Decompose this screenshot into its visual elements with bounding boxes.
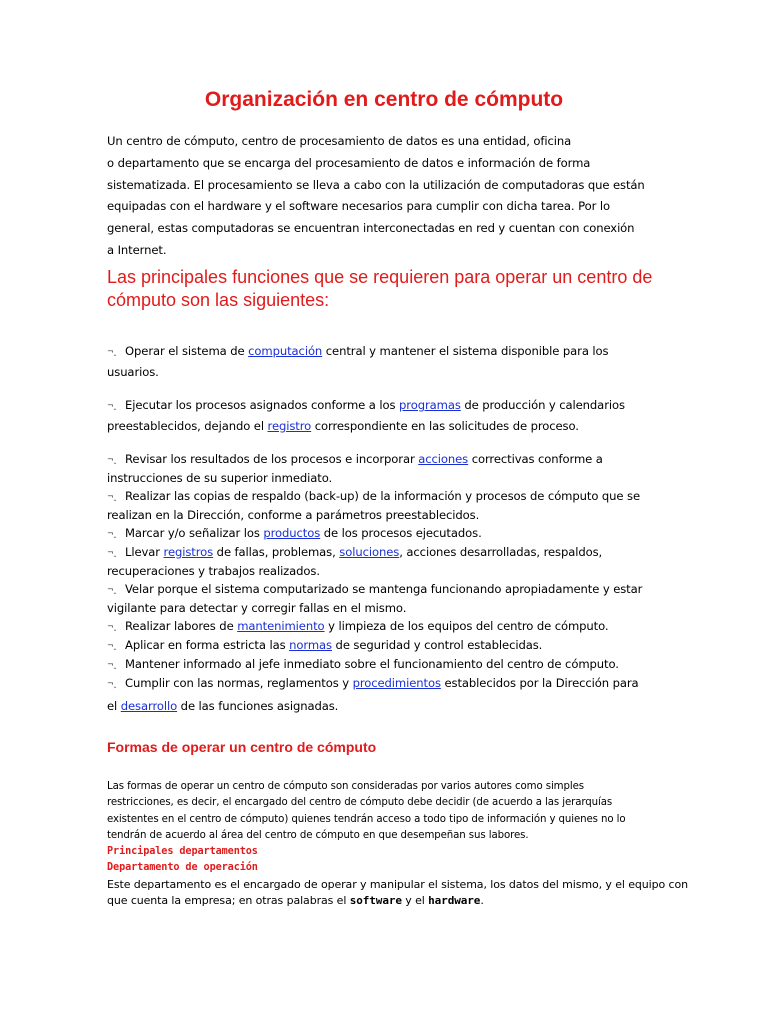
bullet-icon: ¬‸ <box>107 455 117 464</box>
intro-line: a Internet. <box>107 242 167 257</box>
bullet-icon: ¬‸ <box>107 401 117 410</box>
bullet-icon: ¬‸ <box>107 679 117 688</box>
functions-heading-line: cómputo son las siguientes: <box>107 290 330 310</box>
link-computacion[interactable]: computación <box>248 344 323 358</box>
intro-line: sistematizada. El procesamiento se lleva a cabo con la utilización de computadoras que están <box>107 177 645 192</box>
link-acciones[interactable]: acciones <box>418 452 469 466</box>
intro-line: equipadas con el hardware y el software necesarios para cumplir con dicha tarea. Por lo <box>107 199 610 214</box>
link-registros[interactable]: registros <box>163 545 214 559</box>
bullet-icon: ¬‸ <box>107 347 117 356</box>
link-registro[interactable]: registro <box>267 419 312 433</box>
link-normas[interactable]: normas <box>289 638 332 652</box>
functions-heading-line: Las principales funciones que se requieren para operar un centro de <box>107 267 653 287</box>
bullet-icon: ¬‸ <box>107 492 117 501</box>
forms-paragraph: Las formas de operar un centro de cómputo son consideradas por varios autores como simples restricciones, es decir, el encargado del centro de cómputo debe decidir (de acuerdo a las jerarquías existentes en el centro de cómputo) quienes tendrán acceso a todo tipo de información y quienes no lo tendrán de acuerdo al área del centro de cómputo en que desempeñan sus labores. Principales departamentos Departamento de operación Este departamento es el encargado de operar y manipular el sistema, los datos del mismo, y el equipo con que cuenta la empresa; en otras palabras el software y el hardware. <box>107 781 688 908</box>
link-procedimientos[interactable]: procedimientos <box>352 676 441 690</box>
function-item-7: ¬‸ Velar porque el sistema computarizado se mantenga funcionando apropiadamente y estar <box>107 580 667 599</box>
link-programas[interactable]: programas <box>399 398 461 412</box>
link-mantenimiento[interactable]: mantenimiento <box>237 619 325 633</box>
functions-heading <box>107 266 667 312</box>
bullet-icon: ¬‸ <box>107 660 117 669</box>
function-item-9: ¬‸ Aplicar en forma estricta las normas de seguridad y control establecidas. <box>107 636 667 655</box>
function-item-1: ¬‸ Operar el sistema de computación central y mantener el sistema disponible para los usuarios. <box>107 341 667 383</box>
page-title: Organización en centro de cómputo <box>204 88 564 111</box>
intro-line: Un centro de cómputo, centro de procesamiento de datos es una entidad, oficina <box>107 134 572 148</box>
hardware-term: hardware <box>428 894 481 908</box>
function-item-10: ¬‸ Mantener informado al jefe inmediato sobre el funcionamiento del centro de cómputo. <box>107 655 667 674</box>
forms-heading: Formas de operar un centro de cómputo <box>107 739 377 755</box>
function-item-6: ¬‸ Llevar registros de fallas, problemas, soluciones, acciones desarrolladas, respaldos, <box>107 543 667 562</box>
link-desarrollo[interactable]: desarrollo <box>120 699 178 713</box>
function-item-8: ¬‸ Realizar labores de mantenimiento y limpieza de los equipos del centro de cómputo. <box>107 617 667 636</box>
principal-departments-heading: Principales departamentos <box>107 846 258 858</box>
function-item-5: ¬‸ Marcar y/o señalizar los productos de los procesos ejecutados. <box>107 524 667 543</box>
intro-line: general, estas computadoras se encuentran interconectadas en red y cuentan con conexión <box>107 221 635 236</box>
function-item-11: ¬‸ Cumplir con las normas, reglamentos y procedimientos establecidos por la Dirección para <box>107 674 667 693</box>
function-item-3: ¬‸ Revisar los resultados de los procesos e incorporar acciones correctivas conforme a <box>107 450 667 469</box>
link-soluciones[interactable]: soluciones <box>339 545 400 559</box>
function-item-2: ¬‸ Ejecutar los procesos asignados conforme a los programas de producción y calendarios preestablecidos, dejando el registro correspondiente en las solicitudes de proceso. <box>107 395 667 437</box>
intro-paragraph <box>107 131 667 262</box>
bullet-icon: ¬‸ <box>107 585 117 594</box>
link-productos[interactable]: productos <box>263 526 321 540</box>
software-term: software <box>349 894 402 908</box>
bullet-icon: ¬‸ <box>107 622 117 631</box>
bullet-icon: ¬‸ <box>107 529 117 538</box>
functions-list: ¬‸ Revisar los resultados de los procesos e incorporar acciones correctivas conforme a instrucciones de su superior inmediato. ¬‸ Realizar las copias de respaldo (back-up) de la información y procesos de cómputo que se realizan en la Dirección, conforme a parámetros preestablecidos. ¬‸ Marcar y/o señalizar los productos de los procesos ejecutados. ¬‸ Llevar registros de fallas, problemas, soluciones, acciones desarrolladas, respaldos, recuperaciones y trabajos realizados. ¬‸ Velar porque el sistema computarizado se mantenga funcionando apropiadamente y estar vigilante para detectar y corregir fallas en el mismo. ¬‸ Realizar labores de mantenimiento y limpieza de los equipos del centro de cómputo. ¬‸ Aplicar en forma estricta las normas de seguridad y control establecidas. ¬‸ Mantener informado al jefe inmediato sobre el funcionamiento del centro de cómputo. ¬‸ Cumplir con las normas, reglamentos y procedimientos establecidos por la Dirección para el desarrollo de las funciones asignadas. <box>107 450 667 715</box>
bullet-icon: ¬‸ <box>107 641 117 650</box>
bullet-icon: ¬‸ <box>107 548 117 557</box>
function-item-4: ¬‸ Realizar las copias de respaldo (back-up) de la información y procesos de cómputo que se <box>107 487 667 506</box>
intro-line: o departamento que se encarga del procesamiento de datos e información de forma <box>107 155 591 170</box>
operation-department-heading: Departamento de operación <box>107 862 258 874</box>
